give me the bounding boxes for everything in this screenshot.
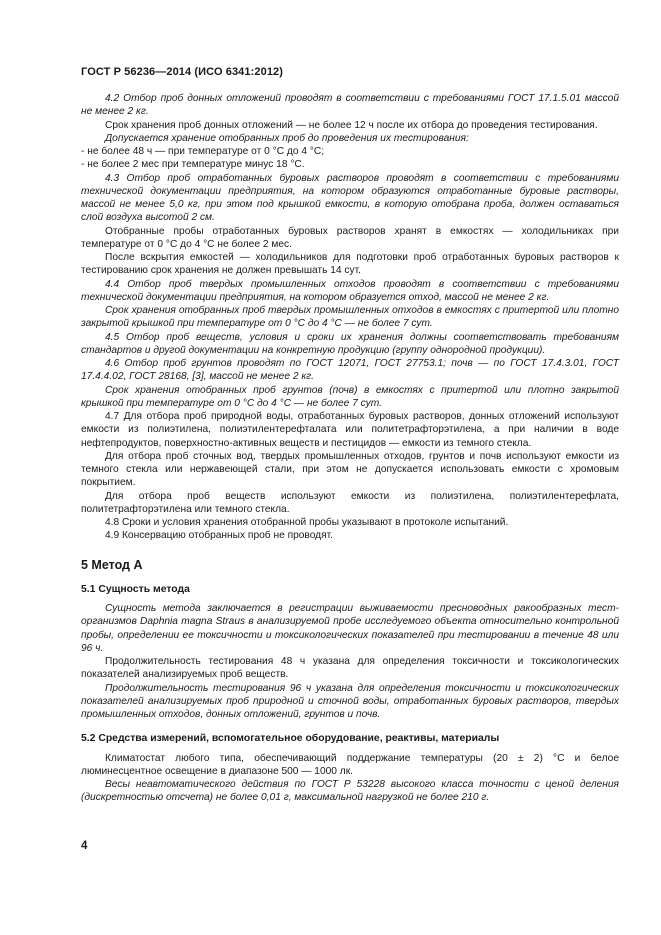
document-header: ГОСТ Р 56236—2014 (ИСО 6341:2012) xyxy=(81,66,284,78)
paragraph: Климатостат любого типа, обеспечивающий поддержание температуры (20 ± 2) °С и белое люминесцентное освещение в диапазоне 500 — 1000 лк. xyxy=(81,752,619,777)
paragraph: После вскрытия емкостей — холодильников для подготовки проб отработанных буровых растворов к тестированию срок хранения не должен превышать 14 сут. xyxy=(81,252,619,277)
paragraph: Для отбора проб веществ используют емкости из полиэтилена, полиэтилентерефлата, политетрафторэтилена или темного стекла. xyxy=(81,490,619,515)
list-item: - не более 48 ч — при температуре от 0 °С до 4 °С; xyxy=(81,146,325,157)
paragraph-4-6: 4.6 Отбор проб грунтов проводят по ГОСТ 12071, ГОСТ 27753.1; почв — по ГОСТ 17.4.3.01, ГОСТ 17.4.4.02, ГОСТ 28168, [3], массой не менее 2 кг. xyxy=(81,358,619,383)
document-body xyxy=(81,92,619,805)
section-5-heading: 5 Метод А xyxy=(81,557,143,572)
paragraph: Срок хранения отобранных проб грунтов (почв) в емкостях с притертой или плотно закрытой крышкой при температуре от 0 °С до 4 °С — не более 7 сут. xyxy=(81,384,619,409)
paragraph: Срок хранения проб донных отложений — не более 12 ч после их отбора до проведения тестирования. xyxy=(105,119,598,131)
paragraph: Срок хранения отобранных проб твердых промышленных отходов в емкостях с притертой или плотно закрытой крышкой при температуре от 0 °С до 4 °С — не более 7 сут. xyxy=(81,305,619,330)
paragraph-4-4: 4.4 Отбор проб твердых промышленных отходов проводят в соответствии с требованиями технической документации предприятия, на котором образуется отход, массой не менее 2 кг. xyxy=(81,278,619,303)
paragraph: Для отбора проб сточных вод, твердых промышленных отходов, грунтов и почв используют емкости из темного стекла или нержавеющей стали, при этом не допускается использовать емкости с хромовым покрытием. xyxy=(81,450,619,489)
paragraph: Допускается хранение отобранных проб до проведения их тестирования: xyxy=(105,132,469,144)
paragraph: Продолжительность тестирования 48 ч указана для определения токсичности и токсикологических показателей анализируемых проб веществ. xyxy=(81,656,619,681)
list-item: - не более 2 мес при температуре минус 18 °С. xyxy=(81,159,305,171)
paragraph: Весы неавтоматического действия по ГОСТ Р 53228 высокого класса точности с ценой деления (дискретностью отсчета) не более 0,01 г, максимальной нагрузкой не более 210 г. xyxy=(81,779,619,804)
paragraph: Продолжительность тестирования 96 ч указана для определения токсичности и токсикологических показателей анализируемых проб природной и сточной воды, отработанных буровых растворов, твердых промышленных отходов, донных отложений, грунтов и почв. xyxy=(81,682,619,720)
paragraph: Сущность метода заключается в регистрации выживаемости пресноводных ракообразных тест-организмов Daphnia magna Straus в анализируемой пробе исследуемого объекта относительно контрольной пробы, определении ее токсичности и токсикологических показателей при тестировании в течение 48 или 96 ч. xyxy=(81,603,619,654)
paragraph-4-3: 4.3 Отбор проб отработанных буровых растворов проводят в соответствии с требованиями технической документации предприятия, на котором образуются отработанные буровые растворы, массой не менее 5,0 кг, при этом под крышкой емкости, в которую отобрана проба, должен оставаться слой воздуха высотой 2 см. xyxy=(81,172,619,224)
subsection-5-1-heading: 5.1 Сущность метода xyxy=(81,583,190,595)
page-number: 4 xyxy=(81,840,88,852)
paragraph: Отобранные пробы отработанных буровых растворов хранят в емкостях — холодильниках при температуре от 0 °С до 4 °С не более 2 мес. xyxy=(81,225,619,250)
paragraph-4-5: 4.5 Отбор проб веществ, условия и сроки их хранения должны соответствовать требованиям стандартов и другой документации на конкретную продукцию (группу однородной продукции). xyxy=(81,331,619,356)
subsection-5-2-heading: 5.2 Средства измерений, вспомогательное оборудование, реактивы, материалы xyxy=(81,733,500,745)
paragraph-4-8: 4.8 Сроки и условия хранения отобранной пробы указывают в протоколе испытаний. xyxy=(105,517,509,528)
paragraph-4-7: 4.7 Для отбора проб природной воды, отработанных буровых растворов, донных отложений используют емкости из полиэтилена, полиэтилентерефталата или политетрафторэтилена, а при наличии в воде нефтепродуктов, поверхностно-активных веществ и пестицидов — емкости из темного стекла. xyxy=(81,411,619,449)
paragraph-4-2: 4.2 Отбор проб донных отложений проводят в соответствии с требованиями ГОСТ 17.1.5.01 массой не менее 2 кг. xyxy=(81,93,619,118)
paragraph-4-9: 4.9 Консервацию отобранных проб не проводят. xyxy=(105,530,333,542)
